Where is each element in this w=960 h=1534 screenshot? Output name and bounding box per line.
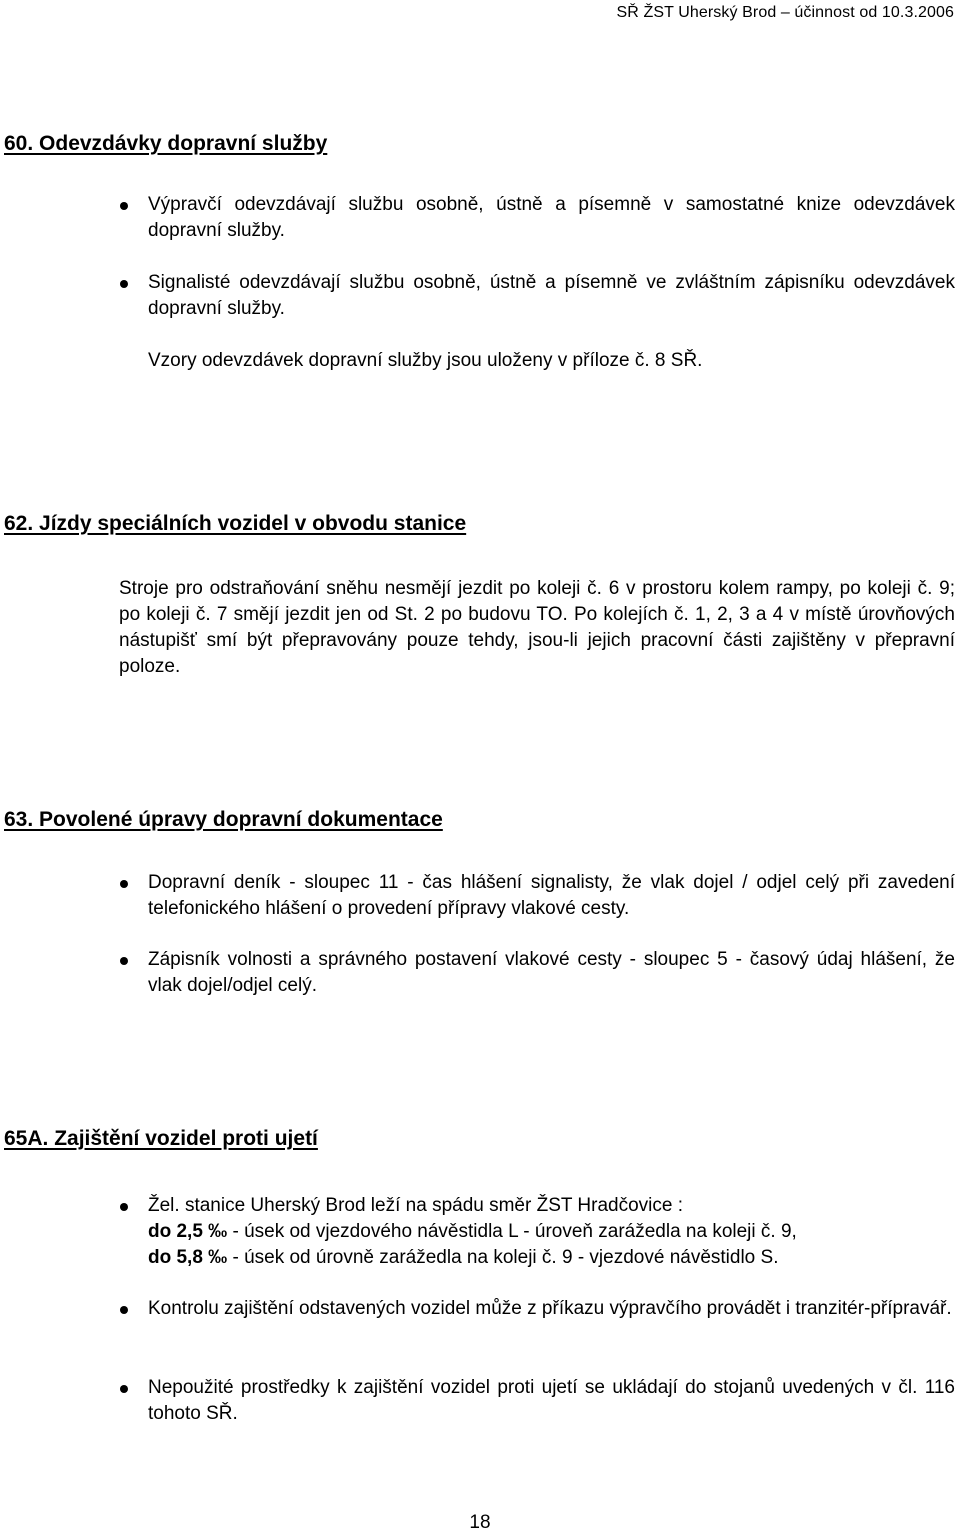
grade-line-2: [148, 1245, 955, 1271]
list-item: [119, 870, 955, 922]
bullet-text: Nepoužité prostředky k zajištění vozidel proti ujetí se ukládají do stojanů uvedených v čl. 116 tohoto SŘ.: [148, 1377, 955, 1424]
list-item: [119, 947, 955, 999]
list-item: [119, 1296, 955, 1322]
grade-value: do 2,5 ‰: [148, 1221, 228, 1242]
list-item: [119, 192, 955, 244]
grade-line-1: [148, 1219, 955, 1245]
list-item: [119, 1375, 955, 1427]
section-65a-title: 65A. Zajištění vozidel proti ujetí: [4, 1127, 318, 1150]
section-63-title: 63. Povolené úpravy dopravní dokumentace: [4, 808, 443, 831]
grade-description: - úsek od vjezdového návěstidla L - úroveň zarážedla na koleji č. 9,: [227, 1221, 797, 1242]
page-header: SŘ ŽST Uherský Brod – účinnost od 10.3.2006: [616, 4, 954, 21]
list-item: [119, 1193, 955, 1271]
grade-description: - úsek od úrovně zarážedla na koleji č. 9 - vjezdové návěstidlo S.: [227, 1247, 779, 1268]
page-number: 18: [469, 1512, 491, 1533]
bullet-text: Dopravní deník - sloupec 11 - čas hlášení signalisty, že vlak dojel / odjel celý při zavedení telefonického hlášení o provedení přípravy vlakové cesty.: [148, 872, 955, 919]
bullet-text: Výpravčí odevzdávají službu osobně, ústně a písemně v samostatné knize odevzdávek dopravní služby.: [148, 194, 955, 241]
section-62-title: 62. Jízdy speciálních vozidel v obvodu stanice: [4, 512, 467, 535]
section-62-paragraph: Stroje pro odstraňování sněhu nesmějí jezdit po koleji č. 6 v prostoru kolem rampy, po koleji č. 9; po koleji č. 7 smějí jezdit jen od St. 2 po budovu TO. Po kolejích č. 1, 2, 3 a 4 v místě úrovňových nástupišť smí být přepravovány pouze tehdy, jsou-li jejich pracovní části zajištěny v přepravní poloze.: [119, 578, 955, 677]
list-item: [119, 270, 955, 322]
bullet-text: Kontrolu zajištění odstavených vozidel může z příkazu výpravčího provádět i tranzitér-přípravář.: [148, 1298, 952, 1319]
bullet-text: Žel. stanice Uherský Brod leží na spádu směr ŽST Hradčovice :: [148, 1195, 684, 1216]
grade-value: do 5,8 ‰: [148, 1247, 228, 1268]
bullet-text: Zápisník volnosti a správného postavení vlakové cesty - sloupec 5 - časový údaj hlášení, že vlak dojel/odjel celý.: [148, 949, 955, 996]
section-60-note: Vzory odevzdávek dopravní služby jsou uloženy v příloze č. 8 SŘ.: [148, 350, 703, 371]
bullet-text: Signalisté odevzdávají službu osobně, ústně a písemně ve zvláštním zápisníku odevzdávek dopravní služby.: [148, 272, 955, 319]
section-60-title: 60. Odevzdávky dopravní služby: [4, 132, 328, 155]
